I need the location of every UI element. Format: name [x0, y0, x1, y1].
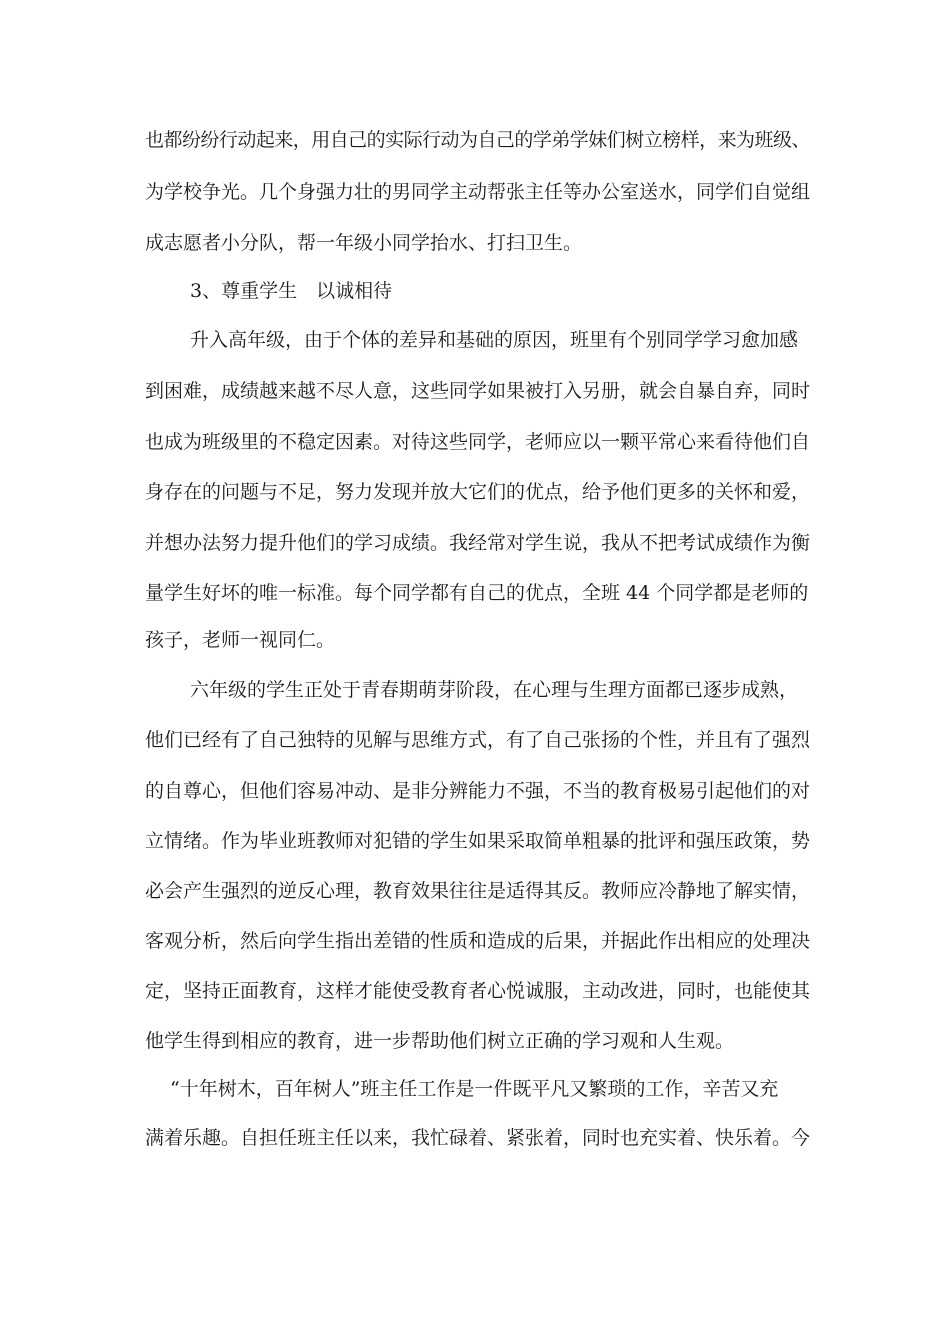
- text-line: 并想办法努力提升他们的学习成绩。我经常对学生说，我从不把考试成绩作为衡: [145, 532, 811, 554]
- section-heading: 3、尊重学生 以诚相待: [190, 280, 393, 302]
- text-line: 立情绪。作为毕业班教师对犯错的学生如果采取简单粗暴的批评和强压政策，势: [145, 830, 811, 852]
- text-line: 满着乐趣。自担任班主任以来，我忙碌着、紧张着，同时也充实着、快乐着。今: [145, 1127, 811, 1149]
- text-line: 量学生好坏的唯一标准。每个同学都有自己的优点，全班 44 个同学都是老师的: [145, 582, 809, 604]
- text-line: 的自尊心，但他们容易冲动、是非分辨能力不强，不当的教育极易引起他们的对: [145, 780, 811, 802]
- text-line: 为学校争光。几个身强力壮的男同学主动帮张主任等办公室送水，同学们自觉组: [145, 181, 811, 203]
- text-line: 成志愿者小分队，帮一年级小同学抬水、打扫卫生。: [145, 232, 583, 254]
- text-line: “十年树木，百年树人”班主任工作是一件既平凡又繁琐的工作，辛苦又充: [170, 1078, 779, 1100]
- text-line: 也都纷纷行动起来，用自己的实际行动为自己的学弟学妹们树立榜样，来为班级、: [145, 129, 810, 151]
- text-line: 也成为班级里的不稳定因素。对待这些同学，老师应以一颗平常心来看待他们自: [145, 431, 811, 453]
- text-line: 定，坚持正面教育，这样才能使受教育者心悦诚服，主动改进，同时，也能使其: [145, 980, 811, 1002]
- text-line: 身存在的问题与不足，努力发现并放大它们的优点，给予他们更多的关怀和爱，: [145, 481, 811, 503]
- text-line: 他学生得到相应的教育，进一步帮助他们树立正确的学习观和人生观。: [145, 1030, 735, 1052]
- text-line: 客观分析，然后向学生指出差错的性质和造成的后果，并据此作出相应的处理决: [145, 930, 811, 952]
- text-line: 六年级的学生正处于青春期萌芽阶段，在心理与生理方面都已逐步成熟，: [190, 679, 799, 701]
- text-line: 他们已经有了自己独特的见解与思维方式，有了自己张扬的个性，并且有了强烈: [145, 729, 811, 751]
- text-line: 孩子，老师一视同仁。: [145, 629, 336, 651]
- text-line: 到困难，成绩越来越不尽人意，这些同学如果被打入另册，就会自暴自弃，同时: [145, 380, 811, 402]
- text-line: 必会产生强烈的逆反心理，教育效果往往是适得其反。教师应冷静地了解实情，: [145, 880, 811, 902]
- text-line: 升入高年级，由于个体的差异和基础的原因，班里有个别同学学习愈加感: [190, 329, 799, 351]
